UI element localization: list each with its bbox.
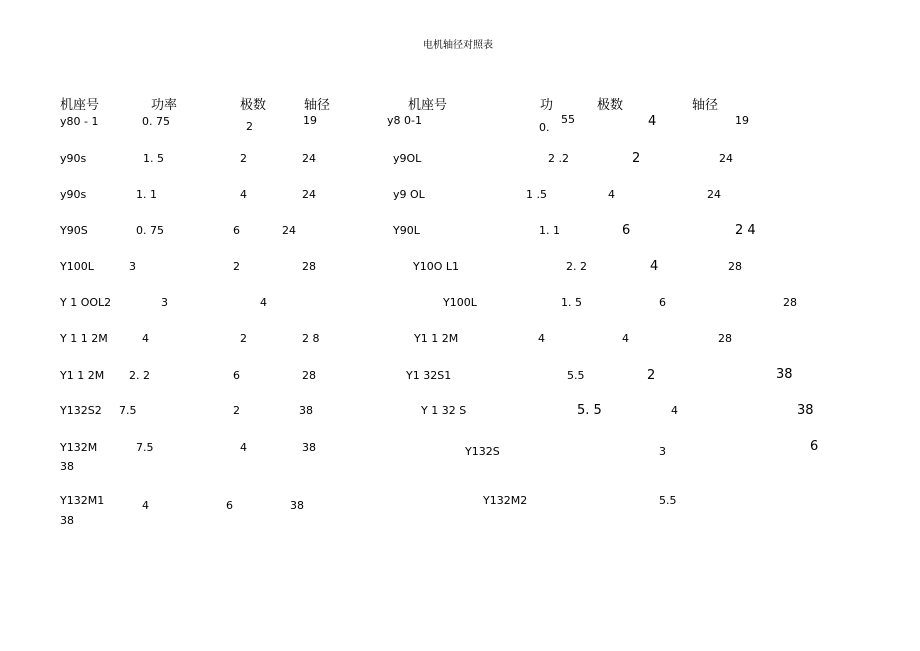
- power-cell: 5. 5: [577, 403, 602, 418]
- shaft-cell: 38: [302, 441, 316, 454]
- frame-cell: Y10O L1: [413, 260, 459, 273]
- power-cell: 1. 1: [136, 188, 157, 201]
- power-cell: 1 .5: [526, 188, 547, 201]
- shaft-cell: 38: [299, 404, 313, 417]
- frame-cell: Y1 32S1: [406, 369, 452, 382]
- power-cell: 4: [142, 499, 149, 512]
- header-poles: 极数: [597, 98, 624, 113]
- frame-cell: y9OL: [393, 152, 422, 165]
- shaft-cell: 38: [797, 403, 814, 418]
- poles-cell: 6: [622, 223, 631, 238]
- frame-cell: Y 1 32 S: [421, 404, 467, 417]
- shaft-cell: 24: [707, 188, 721, 201]
- shaft-cell: 24: [302, 152, 316, 165]
- poles-cell: 2: [246, 120, 253, 133]
- shaft-cell: 24: [282, 224, 296, 237]
- header-shaft-diameter: 轴径: [692, 98, 719, 113]
- power-cell: 1. 5: [561, 296, 582, 309]
- frame-cell: Y100L: [60, 260, 94, 273]
- shaft-cell: 28: [302, 260, 316, 273]
- power-cell: 2 .2: [548, 152, 569, 165]
- shaft-cell: 2 8: [302, 332, 320, 345]
- poles-cell: 4: [240, 188, 247, 201]
- shaft-cell: 24: [719, 152, 733, 165]
- frame-cell: Y 1 OOL2: [60, 296, 112, 309]
- frame-cell: Y132M: [60, 441, 98, 454]
- power-cell: 3: [161, 296, 168, 309]
- power-cell-part: 0.: [539, 121, 550, 134]
- poles-cell: 2: [233, 260, 240, 273]
- poles-cell: 2: [647, 368, 656, 383]
- power-cell-part: 55: [561, 113, 575, 126]
- poles-cell: 2: [240, 152, 247, 165]
- poles-cell: 4: [648, 114, 657, 129]
- header-power: 功: [540, 98, 554, 113]
- frame-cell: Y132S2: [60, 404, 102, 417]
- overflow-cell: 38: [60, 460, 74, 473]
- header-frame-number: 机座号: [60, 98, 100, 113]
- frame-cell: Y132S: [465, 445, 500, 458]
- frame-cell: y9 OL: [393, 188, 425, 201]
- poles-cell: 2: [233, 404, 240, 417]
- frame-cell: y90s: [60, 152, 87, 165]
- power-cell: 7.5: [136, 441, 154, 454]
- poles-cell: 6: [659, 296, 666, 309]
- power-cell: 5.5: [659, 494, 677, 507]
- shaft-cell: 19: [735, 114, 749, 127]
- poles-cell: 6: [233, 224, 240, 237]
- shaft-cell: 28: [718, 332, 732, 345]
- power-cell: 2. 2: [566, 260, 587, 273]
- overflow-cell: 38: [60, 514, 74, 527]
- poles-cell: 6: [233, 369, 240, 382]
- header-power: 功率: [151, 98, 178, 113]
- header-poles: 极数: [240, 98, 267, 113]
- power-cell: 4: [142, 332, 149, 345]
- frame-cell: y90s: [60, 188, 87, 201]
- poles-cell: 4: [671, 404, 678, 417]
- frame-cell: Y1 1 2M: [60, 369, 105, 382]
- frame-cell: Y100L: [443, 296, 477, 309]
- frame-cell: Y90S: [60, 224, 88, 237]
- poles-cell: 6: [810, 439, 819, 454]
- header-shaft-diameter: 轴径: [304, 98, 331, 113]
- power-cell: 7.5: [119, 404, 137, 417]
- power-cell: 3: [659, 445, 666, 458]
- poles-cell: 2: [240, 332, 247, 345]
- poles-cell: 6: [226, 499, 233, 512]
- poles-cell: 4: [240, 441, 247, 454]
- shaft-cell: 28: [783, 296, 797, 309]
- frame-cell: y80 - 1: [60, 115, 99, 128]
- shaft-cell: 38: [290, 499, 304, 512]
- poles-cell: 2: [632, 151, 641, 166]
- poles-cell: 4: [608, 188, 615, 201]
- shaft-cell: 24: [302, 188, 316, 201]
- power-cell: 3: [129, 260, 136, 273]
- shaft-cell: 38: [776, 367, 793, 382]
- power-cell: 4: [538, 332, 545, 345]
- shaft-cell: 28: [302, 369, 316, 382]
- shaft-cell: 19: [303, 114, 317, 127]
- power-cell: 1. 1: [539, 224, 560, 237]
- frame-cell: Y 1 1 2M: [60, 332, 108, 345]
- shaft-cell: 2 4: [735, 223, 756, 238]
- poles-cell: 4: [260, 296, 267, 309]
- frame-cell: Y90L: [393, 224, 420, 237]
- frame-cell: y8 0-1: [387, 114, 422, 127]
- frame-cell: Y1 1 2M: [414, 332, 459, 345]
- power-cell: 2. 2: [129, 369, 150, 382]
- frame-cell: Y132M1: [60, 494, 105, 507]
- frame-cell: Y132M2: [483, 494, 528, 507]
- poles-cell: 4: [622, 332, 629, 345]
- table-title: 电机轴径对照表: [423, 40, 493, 51]
- power-cell: 0. 75: [142, 115, 170, 128]
- power-cell: 0. 75: [136, 224, 164, 237]
- power-cell: 5.5: [567, 369, 585, 382]
- shaft-cell: 28: [728, 260, 742, 273]
- power-cell: 1. 5: [143, 152, 164, 165]
- poles-cell: 4: [650, 259, 659, 274]
- header-frame-number: 机座号: [408, 98, 448, 113]
